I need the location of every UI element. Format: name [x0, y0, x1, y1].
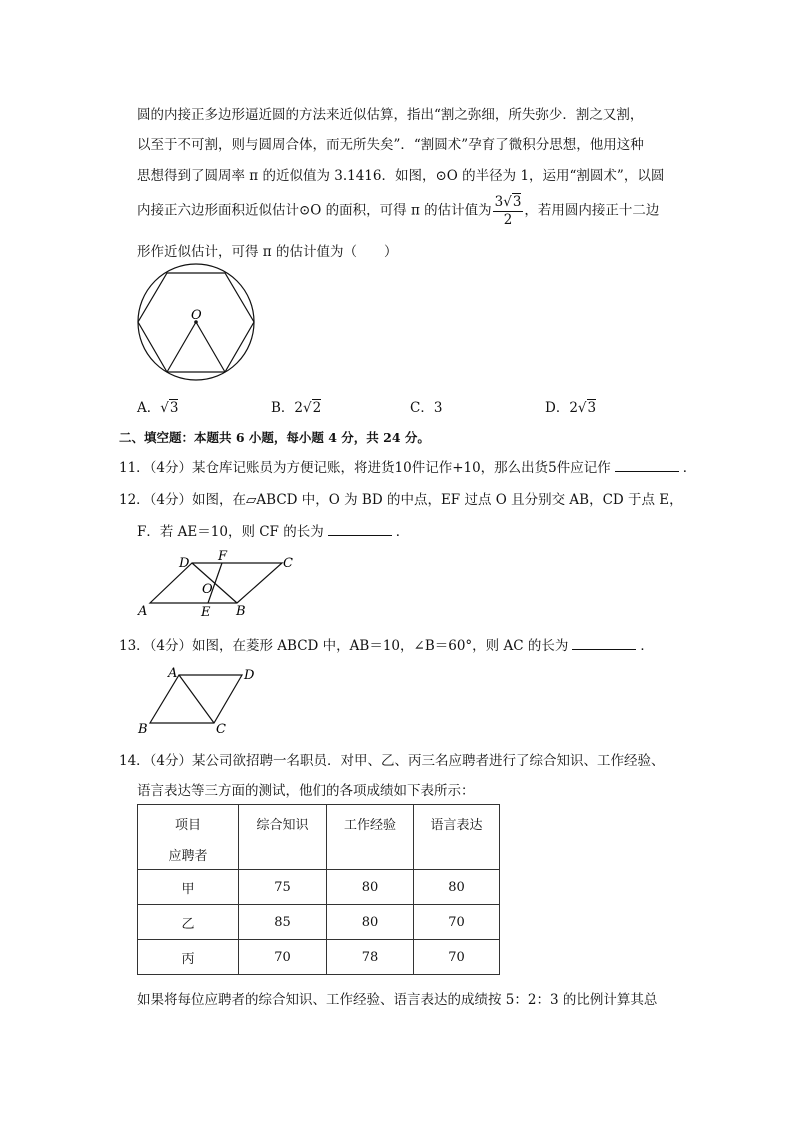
- option-b: [271, 396, 321, 416]
- cell-value: 75: [239, 870, 327, 905]
- label-f: F: [218, 549, 228, 564]
- label-c: C: [283, 556, 293, 571]
- label-o: O: [202, 582, 213, 597]
- q14-line-1: 14．（4分）某公司欲招聘一名职员．对甲、乙、丙三名应聘者进行了综合知识、工作经验、: [119, 753, 665, 769]
- radius-right: [196, 322, 225, 372]
- option-b-coef: 2: [294, 400, 304, 416]
- parallelogram-abcd: [150, 563, 282, 603]
- label-d: D: [244, 668, 255, 683]
- header-work-experience: 工作经验: [327, 805, 414, 870]
- option-a-radicand: 3: [169, 400, 179, 416]
- option-d: [545, 396, 596, 416]
- radius-left: [167, 322, 196, 372]
- q14-line-2: 语言表达等三方面的测试，他们的各项成绩如下表所示：: [137, 783, 475, 799]
- q14-line-3: 如果将每位应聘者的综合知识、工作经验、语言表达的成绩按 5：2：3 的比例计算其总: [137, 992, 658, 1008]
- label-c: C: [216, 722, 226, 737]
- cell-value: 70: [414, 940, 500, 975]
- cell-value: 80: [414, 870, 500, 905]
- row-name: 甲: [138, 870, 239, 905]
- q10-line-3: 思想得到了圆周率 π 的近似值为 3.1416．如图，⊙O 的半径为 1，运用“割圆术”，以圆: [137, 168, 665, 184]
- q13-text: 13．（4分）如图，在菱形 ABCD 中，AB＝10，∠B＝60°，则 AC 的长为: [119, 638, 569, 654]
- label-e: E: [201, 605, 211, 620]
- row-name: 丙: [138, 940, 239, 975]
- label-b: B: [236, 604, 246, 619]
- option-b-radicand: 2: [312, 400, 322, 416]
- cell-value: 80: [327, 870, 414, 905]
- cell-value: 80: [327, 905, 414, 940]
- option-d-radicand: 3: [587, 400, 597, 416]
- table-row: [138, 870, 500, 905]
- option-b-sqrt-sign: √: [303, 400, 312, 416]
- q13-answer-blank[interactable]: [572, 637, 636, 650]
- option-a: [137, 396, 178, 416]
- table-row: [138, 905, 500, 940]
- q11: [119, 456, 696, 476]
- q10-line-5: 形作近似估计，可得 π 的估计值为（ ）: [137, 244, 398, 260]
- label-b: B: [138, 722, 148, 737]
- q13-rhombus-figure: [132, 663, 272, 738]
- q12-line-2: [137, 520, 409, 540]
- q11-text: 11．（4分）某仓库记账员为方便记账，将进货10件记作+10，那么出货5件应记作: [119, 460, 611, 476]
- option-c-value: 3: [433, 400, 443, 416]
- table-header-row: [138, 805, 500, 870]
- q10-frac-den: 2: [503, 212, 513, 228]
- q10-line-2: 以至于不可割，则与圆周合体，而无所失矣”．“割圆术”孕育了微积分思想，他用这种: [137, 137, 644, 153]
- q10-frac-radicand: 3: [512, 194, 522, 210]
- label-d: D: [179, 556, 190, 571]
- label-a: A: [168, 666, 178, 681]
- q10-line-4-prefix: 内接正六边形面积近似估计⊙O 的面积，可得 π 的估计值为: [137, 202, 492, 219]
- option-c-letter: C．: [410, 400, 434, 416]
- center-label-o: O: [191, 308, 202, 323]
- q12-parallelogram-figure: [132, 548, 302, 623]
- q10-hexagon-figure: [130, 262, 265, 387]
- label-a: A: [138, 604, 148, 619]
- row-name: 乙: [138, 905, 239, 940]
- cell-value: 70: [239, 940, 327, 975]
- option-b-letter: B．: [271, 400, 295, 416]
- q10-frac-coef: 3: [494, 194, 504, 210]
- q13-end: ．: [640, 638, 654, 654]
- option-a-letter: A．: [137, 400, 161, 416]
- table-row: [138, 940, 500, 975]
- diagonal-ac: [179, 675, 214, 723]
- q10-fraction: [493, 194, 524, 228]
- cell-value: 78: [327, 940, 414, 975]
- option-a-sqrt-sign: √: [160, 400, 169, 416]
- q12-line-1: 12．（4分）如图，在▱ABCD 中，O 为 BD 的中点，EF 过点 O 且分别交 AB，CD 于点 E，: [119, 492, 683, 508]
- corner-top-label: 项目: [174, 818, 201, 833]
- cell-value: 70: [414, 905, 500, 940]
- q10-line-4-suffix: ，若用圆内接正十二边: [524, 202, 660, 219]
- option-d-sqrt-sign: √: [577, 400, 587, 416]
- q10-line-1: 圆的内接正多边形逼近圆的方法来近似估算，指出“割之弥细，所失弥少．割之又割，: [137, 107, 644, 123]
- q11-answer-blank[interactable]: [615, 459, 679, 472]
- q12-answer-blank[interactable]: [328, 523, 392, 536]
- corner-bottom-label: 应聘者: [168, 849, 208, 864]
- q11-end: ．: [682, 460, 697, 476]
- section-2-heading: 二、填空题：本题共 6 小题，每小题 4 分，共 24 分。: [119, 430, 430, 445]
- q12-line-2-text: F．若 AE＝10，则 CF 的长为: [137, 524, 324, 540]
- q10-line-4: [137, 194, 659, 228]
- option-c: [410, 396, 442, 416]
- header-language-expression: 语言表达: [414, 805, 500, 870]
- q10-frac-sqrt-sign: √: [503, 194, 512, 210]
- q13: [119, 634, 654, 654]
- table-corner-cell: [138, 805, 239, 870]
- option-d-letter: D．: [545, 400, 570, 416]
- q12-end: ．: [395, 524, 410, 540]
- header-comprehensive-knowledge: 综合知识: [239, 805, 327, 870]
- score-table: [137, 804, 500, 975]
- option-d-coef: 2: [569, 400, 578, 416]
- cell-value: 85: [239, 905, 327, 940]
